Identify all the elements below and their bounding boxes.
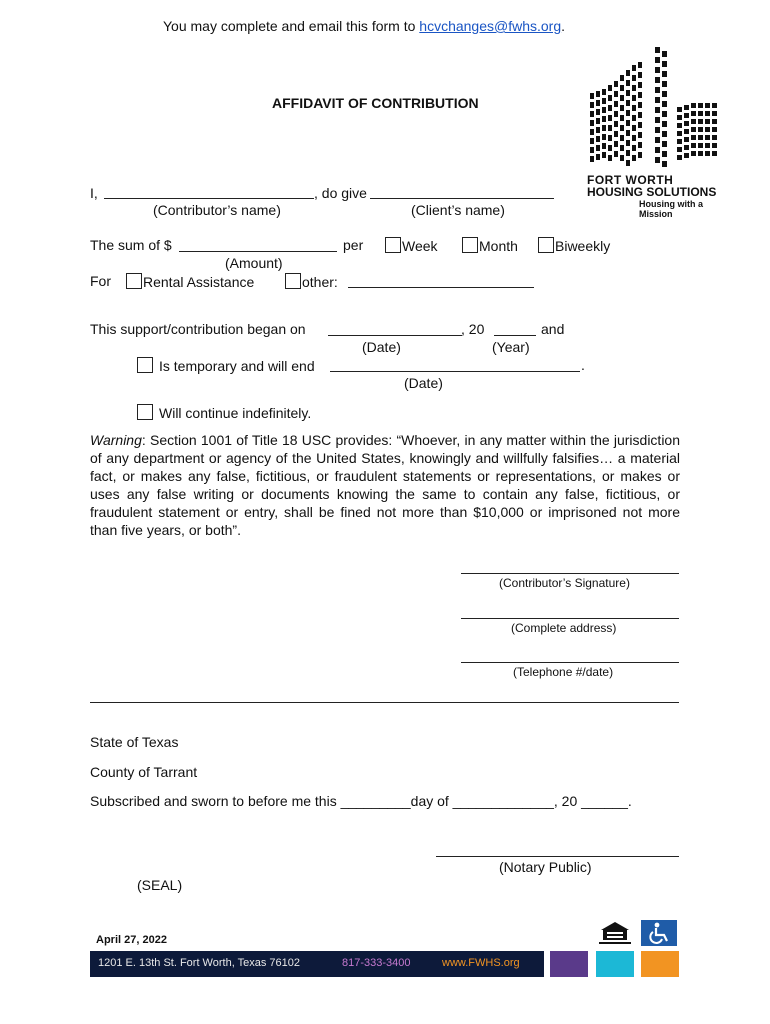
week-checkbox[interactable] [385, 237, 401, 253]
rental-assistance-label: Rental Assistance [143, 274, 255, 290]
notary-public-caption: (Notary Public) [499, 859, 592, 875]
footer-website: www.FWHS.org [442, 957, 520, 969]
footer-bar [90, 951, 544, 977]
month-option[interactable] [462, 237, 518, 254]
biweekly-checkbox[interactable] [538, 237, 554, 253]
fwhs-logo [585, 45, 725, 219]
warning-label: Warning [90, 432, 142, 448]
contributor-name-caption: (Contributor’s name) [153, 202, 281, 218]
other-checkbox[interactable] [285, 273, 301, 289]
do-give-label: , do give [314, 185, 367, 201]
per-label: per [343, 237, 364, 253]
for-label: For [90, 273, 111, 289]
equal-housing-icon [597, 920, 633, 946]
began-label: This support/contribution began on [90, 321, 306, 337]
year-prefix: , 20 [461, 321, 485, 337]
date-caption: (Date) [362, 339, 401, 355]
contributor-signature-caption: (Contributor’s Signature) [499, 576, 630, 590]
footer-phone: 817-333-3400 [342, 957, 411, 969]
buildings-logo-icon [585, 45, 725, 170]
state-label: State of Texas [90, 734, 179, 750]
end-date-caption: (Date) [404, 375, 443, 391]
footer-orange-block [641, 951, 679, 977]
footer-address: 1201 E. 13th St. Fort Worth, Texas 76102 [98, 957, 300, 969]
week-label: Week [402, 238, 438, 254]
other-field[interactable] [348, 287, 534, 288]
month-checkbox[interactable] [462, 237, 478, 253]
header-period: . [561, 18, 566, 34]
indefinitely-label: Will continue indefinitely. [159, 405, 312, 421]
client-name-field[interactable] [370, 198, 554, 199]
footer-purple-block [550, 951, 588, 977]
sum-label: The sum of $ [90, 237, 172, 253]
footer-date: April 27, 2022 [96, 934, 167, 946]
year-caption: (Year) [492, 339, 530, 355]
footer-cyan-block [596, 951, 634, 977]
other-option[interactable] [285, 273, 338, 290]
temporary-label: Is temporary and will end [159, 358, 315, 374]
county-label: County of Tarrant [90, 764, 198, 780]
rental-assistance-checkbox[interactable] [126, 273, 142, 289]
year-field[interactable] [494, 335, 536, 336]
form-title: AFFIDAVIT OF CONTRIBUTION [272, 95, 479, 111]
rental-assistance-option[interactable] [126, 273, 254, 290]
accessibility-icon [641, 920, 677, 946]
contributor-signature-line[interactable] [461, 573, 679, 574]
amount-field[interactable] [179, 251, 337, 252]
indefinitely-option[interactable] [137, 404, 311, 421]
logo-line1: FORT WORTH [587, 173, 674, 187]
and-label: and [541, 321, 565, 337]
telephone-date-line[interactable] [461, 662, 679, 663]
temporary-checkbox[interactable] [137, 357, 153, 373]
logo-tagline: Housing with a Mission [639, 199, 703, 219]
telephone-date-caption: (Telephone #/date) [513, 665, 614, 679]
biweekly-label: Biweekly [555, 238, 611, 254]
seal-label: (SEAL) [137, 877, 183, 893]
complete-address-line[interactable] [461, 618, 679, 619]
month-label: Month [479, 238, 518, 254]
logo-line2: HOUSING SOLUTIONS [587, 185, 717, 199]
sworn-statement: Subscribed and sworn to before me this _________day of _____________, 20 ______. [90, 793, 632, 809]
notary-signature-line[interactable] [436, 856, 679, 857]
contributor-name-field[interactable] [104, 198, 314, 199]
i-label: I, [90, 185, 98, 201]
section-divider [90, 702, 679, 703]
other-label: other: [302, 274, 338, 290]
end-period: . [581, 357, 585, 373]
indefinitely-checkbox[interactable] [137, 404, 153, 420]
complete-address-caption: (Complete address) [511, 621, 617, 635]
email-link[interactable]: hcvchanges@fwhs.org [419, 18, 562, 34]
warning-text: : Section 1001 of Title 18 USC provides: “Whoever, in any matter within the jurisdiction of any department or agency of the United States, knowingly and willfully falsifies… a material fact, or makes any false, fictitious, or fraudulent statements or representations, or makes or uses any false writing or documents knowing the same to contain any false, fictitious, or fraudulent statement or entry, shall be fined not more than $10,000 or imprisoned not more than five years, or both”. [90, 432, 680, 538]
header-intro: You may complete and email this form to [163, 18, 420, 34]
began-date-field[interactable] [328, 335, 462, 336]
header-note [163, 18, 565, 34]
warning-paragraph [90, 431, 680, 539]
amount-caption: (Amount) [225, 255, 283, 271]
week-option[interactable] [385, 237, 438, 254]
biweekly-option[interactable] [538, 237, 610, 254]
client-name-caption: (Client’s name) [411, 202, 505, 218]
end-date-field[interactable] [330, 371, 580, 372]
temporary-option[interactable] [137, 357, 315, 374]
